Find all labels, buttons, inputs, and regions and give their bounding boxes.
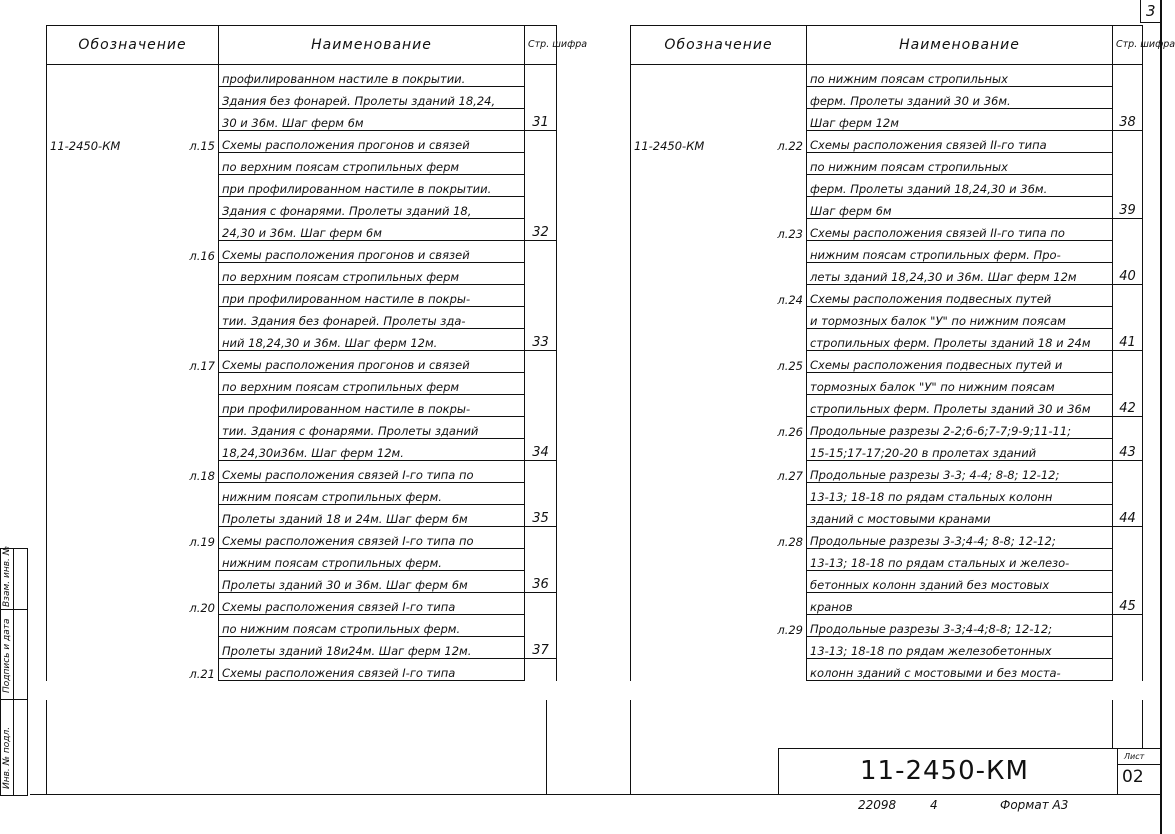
name-cell: колонн зданий с мостовыми и без моста- — [807, 659, 1113, 681]
left-row — [47, 483, 557, 505]
sheet-number: л.28 — [777, 534, 803, 549]
left-row — [47, 505, 557, 527]
side-sign-date: Подпись и дата — [2, 618, 12, 693]
side-inv-orig: Инв. № подл. — [2, 726, 12, 789]
designation-cell — [47, 659, 219, 681]
page-cell — [525, 549, 557, 571]
name-cell: Пролеты зданий 30 и 36м. Шаг ферм 6м — [219, 571, 525, 593]
page-cell: 33 — [525, 329, 557, 351]
designation-cell — [47, 197, 219, 219]
name-cell: Схемы расположения связей I-го типа по — [219, 461, 525, 483]
page-cell: 39 — [1113, 197, 1143, 219]
name-cell: нижним поясам стропильных ферм. Про- — [807, 241, 1113, 263]
page-cell — [1113, 637, 1143, 659]
page-cell — [525, 593, 557, 615]
designation-cell — [631, 593, 807, 615]
right-row — [631, 153, 1143, 175]
name-cell: Пролеты зданий 18 и 24м. Шаг ферм 6м — [219, 505, 525, 527]
stamp-sheet-divider — [1117, 764, 1160, 765]
page-cell: 31 — [525, 109, 557, 131]
designation-cell — [47, 175, 219, 197]
left-row — [47, 241, 557, 263]
designation-cell — [631, 131, 807, 153]
page-cell — [525, 87, 557, 109]
designation-cell — [47, 549, 219, 571]
left-row — [47, 263, 557, 285]
name-cell: Схемы расположения связей I-го типа по — [219, 527, 525, 549]
designation-cell — [631, 65, 807, 87]
name-cell: по нижним поясам стропильных ферм. — [219, 615, 525, 637]
page-cell — [525, 395, 557, 417]
page-cell — [1113, 659, 1143, 681]
name-cell: по верхним поясам стропильных ферм — [219, 263, 525, 285]
name-cell: Схемы расположения связей II-го типа по — [807, 219, 1113, 241]
page-cell: 40 — [1113, 263, 1143, 285]
sheet-number: л.16 — [189, 248, 215, 263]
page-cell: 43 — [1113, 439, 1143, 461]
designation-cell — [47, 87, 219, 109]
right-header-page: Стр. шифра — [1113, 26, 1143, 65]
name-cell: 24,30 и 36м. Шаг ферм 6м — [219, 219, 525, 241]
name-cell: тии. Здания с фонарями. Пролеты зданий — [219, 417, 525, 439]
right-row — [631, 87, 1143, 109]
page-cell: 42 — [1113, 395, 1143, 417]
side-divider-3 — [13, 699, 14, 795]
right-register-table — [630, 25, 1175, 681]
page-cell — [1113, 219, 1143, 241]
name-cell: Схемы расположения связей I-го типа — [219, 593, 525, 615]
name-cell: Схемы расположения связей I-го типа — [219, 659, 525, 681]
right-row — [631, 175, 1143, 197]
right-row — [631, 615, 1143, 637]
right-row — [631, 395, 1143, 417]
left-row — [47, 461, 557, 483]
name-cell: 18,24,30и36м. Шаг ферм 12м. — [219, 439, 525, 461]
name-cell: стропильных ферм. Пролеты зданий 30 и 36м — [807, 395, 1113, 417]
left-row — [47, 153, 557, 175]
name-cell: Схемы расположения прогонов и связей — [219, 131, 525, 153]
page-cell: 38 — [1113, 109, 1143, 131]
page-cell — [1113, 527, 1143, 549]
right-row — [631, 373, 1143, 395]
page-cell — [525, 263, 557, 285]
designation-cell — [631, 285, 807, 307]
page-cell — [1113, 175, 1143, 197]
name-cell: Пролеты зданий 18и24м. Шаг ферм 12м. — [219, 637, 525, 659]
page-cell — [525, 285, 557, 307]
name-cell: Продольные разрезы 3-3; 4-4; 8-8; 12-12; — [807, 461, 1113, 483]
name-cell: ферм. Пролеты зданий 18,24,30 и 36м. — [807, 175, 1113, 197]
right-row — [631, 197, 1143, 219]
designation-cell — [631, 571, 807, 593]
side-stamp — [0, 545, 28, 796]
left-row — [47, 329, 557, 351]
page-cell — [525, 527, 557, 549]
right-row — [631, 65, 1143, 87]
side-divider-4 — [13, 549, 14, 699]
designation-cell — [631, 395, 807, 417]
page-cell — [1113, 417, 1143, 439]
name-cell: Схемы расположения подвесных путей и — [807, 351, 1113, 373]
right-row — [631, 527, 1143, 549]
left-row — [47, 109, 557, 131]
page-cell: 36 — [525, 571, 557, 593]
designation-code: 11-2450-КМ — [50, 138, 121, 153]
designation-cell — [631, 615, 807, 637]
designation-cell — [631, 659, 807, 681]
name-cell: Схемы расположения прогонов и связей — [219, 351, 525, 373]
left-row — [47, 417, 557, 439]
sheet-number: л.15 — [189, 138, 215, 153]
designation-cell — [47, 329, 219, 351]
page-cell — [525, 65, 557, 87]
side-divider-1 — [1, 609, 27, 610]
designation-cell — [631, 373, 807, 395]
designation-cell — [631, 109, 807, 131]
designation-cell — [631, 307, 807, 329]
left-row — [47, 659, 557, 681]
right-row — [631, 593, 1143, 615]
name-cell: при профилированном настиле в покрытии. — [219, 175, 525, 197]
designation-cell — [47, 307, 219, 329]
name-cell: и тормозных балок "У" по нижним поясам — [807, 307, 1113, 329]
left-register-table — [46, 25, 588, 681]
left-row — [47, 395, 557, 417]
name-cell: бетонных колонн зданий без мостовых — [807, 571, 1113, 593]
designation-cell — [47, 439, 219, 461]
side-replace-inv: Взам. инв. № — [2, 545, 12, 607]
corner-number: 3 — [1146, 2, 1156, 20]
designation-cell — [47, 241, 219, 263]
page-cell — [525, 615, 557, 637]
page-cell — [1113, 615, 1143, 637]
name-cell: Схемы расположения связей II-го типа — [807, 131, 1113, 153]
designation-cell — [47, 505, 219, 527]
designation-cell — [47, 527, 219, 549]
right-row — [631, 109, 1143, 131]
sheet-number: л.17 — [189, 358, 215, 373]
page-cell: 37 — [525, 637, 557, 659]
designation-cell — [631, 351, 807, 373]
designation-cell — [47, 219, 219, 241]
left-header-row — [47, 26, 557, 65]
designation-cell — [47, 417, 219, 439]
left-row — [47, 175, 557, 197]
page-cell — [525, 175, 557, 197]
frame-right-line — [1160, 0, 1162, 834]
right-row — [631, 637, 1143, 659]
left-row — [47, 307, 557, 329]
name-cell: нижним поясам стропильных ферм. — [219, 483, 525, 505]
left-row — [47, 219, 557, 241]
side-divider-2 — [1, 699, 27, 700]
designation-cell — [631, 175, 807, 197]
left-header-page: Стр. шифра — [525, 26, 557, 65]
left-col-line-1 — [46, 700, 47, 795]
name-cell: зданий с мостовыми кранами — [807, 505, 1113, 527]
right-row — [631, 571, 1143, 593]
stamp-sheet-label: Лист — [1124, 752, 1145, 761]
name-cell: Продольные разрезы 3-3;4-4;8-8; 12-12; — [807, 615, 1113, 637]
sheet-number: л.23 — [777, 226, 803, 241]
page-cell — [525, 659, 557, 681]
designation-cell — [631, 439, 807, 461]
right-col-line-3 — [1142, 700, 1143, 748]
right-row — [631, 285, 1143, 307]
designation-cell — [47, 109, 219, 131]
name-cell: Продольные разрезы 2-2;6-6;7-7;9-9;11-11; — [807, 417, 1113, 439]
designation-cell — [631, 527, 807, 549]
designation-cell — [47, 637, 219, 659]
name-cell: тормозных балок "У" по нижним поясам — [807, 373, 1113, 395]
designation-cell — [631, 505, 807, 527]
right-row — [631, 505, 1143, 527]
page-cell — [525, 461, 557, 483]
page-cell: 35 — [525, 505, 557, 527]
sheet-number: л.18 — [189, 468, 215, 483]
designation-cell — [47, 615, 219, 637]
left-header-name: Наименование — [219, 26, 525, 65]
name-cell: леты зданий 18,24,30 и 36м. Шаг ферм 12м — [807, 263, 1113, 285]
right-row — [631, 351, 1143, 373]
page-cell: 34 — [525, 439, 557, 461]
page-cell — [1113, 87, 1143, 109]
designation-cell — [631, 87, 807, 109]
stamp-extra: 4 — [930, 798, 938, 812]
stamp-sheet-number: 02 — [1122, 767, 1144, 787]
left-row — [47, 65, 557, 87]
left-row — [47, 593, 557, 615]
stamp-format: Формат А3 — [1000, 798, 1069, 812]
stamp-inventory: 22098 — [858, 798, 897, 812]
name-cell: стропильных ферм. Пролеты зданий 18 и 24м — [807, 329, 1113, 351]
page-cell — [525, 307, 557, 329]
designation-code: 11-2450-КМ — [634, 138, 705, 153]
designation-cell — [47, 65, 219, 87]
page-cell — [1113, 351, 1143, 373]
page-cell — [1113, 153, 1143, 175]
designation-cell — [631, 483, 807, 505]
page-cell — [525, 197, 557, 219]
page-cell — [525, 417, 557, 439]
right-header-designation: Обозначение — [631, 26, 807, 65]
name-cell: 13-13; 18-18 по рядам стальных колонн — [807, 483, 1113, 505]
name-cell: Шаг ферм 6м — [807, 197, 1113, 219]
stamp-sheet-cell — [1117, 748, 1118, 794]
designation-cell — [47, 461, 219, 483]
right-header-name: Наименование — [807, 26, 1113, 65]
designation-cell — [47, 571, 219, 593]
left-row — [47, 131, 557, 153]
page-cell — [1113, 65, 1143, 87]
sheet-number: л.19 — [189, 534, 215, 549]
stamp-doc-code: 11-2450-КМ — [860, 756, 1029, 786]
name-cell: ний 18,24,30 и 36м. Шаг ферм 12м. — [219, 329, 525, 351]
sheet-number: л.29 — [777, 622, 803, 637]
name-cell: при профилированном настиле в покры- — [219, 395, 525, 417]
left-row — [47, 439, 557, 461]
left-row — [47, 285, 557, 307]
right-col-line-1 — [630, 700, 631, 795]
name-cell: по верхним поясам стропильных ферм — [219, 153, 525, 175]
designation-cell — [631, 329, 807, 351]
designation-cell — [631, 219, 807, 241]
page-cell — [525, 351, 557, 373]
left-col-line-2 — [546, 700, 547, 795]
page-cell — [1113, 483, 1143, 505]
page-cell — [525, 131, 557, 153]
page-cell: 32 — [525, 219, 557, 241]
name-cell: Шаг ферм 12м — [807, 109, 1113, 131]
designation-cell — [47, 351, 219, 373]
sheet-number: л.22 — [777, 138, 803, 153]
name-cell: тии. Здания без фонарей. Пролеты зда- — [219, 307, 525, 329]
designation-cell — [47, 131, 219, 153]
designation-cell — [631, 417, 807, 439]
sheet-number: л.27 — [777, 468, 803, 483]
right-row — [631, 263, 1143, 285]
designation-cell — [47, 153, 219, 175]
sheet-number: л.26 — [777, 424, 803, 439]
name-cell: 13-13; 18-18 по рядам железобетонных — [807, 637, 1113, 659]
right-row — [631, 417, 1143, 439]
name-cell: 13-13; 18-18 по рядам стальных и железо- — [807, 549, 1113, 571]
designation-cell — [47, 593, 219, 615]
name-cell: по нижним поясам стропильных — [807, 153, 1113, 175]
designation-cell — [631, 549, 807, 571]
name-cell: при профилированном настиле в покры- — [219, 285, 525, 307]
right-row — [631, 219, 1143, 241]
right-row — [631, 483, 1143, 505]
name-cell: по верхним поясам стропильных ферм — [219, 373, 525, 395]
left-row — [47, 571, 557, 593]
page-cell — [525, 241, 557, 263]
designation-cell — [631, 153, 807, 175]
page-cell — [1113, 307, 1143, 329]
page-cell — [1113, 241, 1143, 263]
designation-cell — [47, 263, 219, 285]
right-col-line-2 — [1112, 700, 1113, 748]
name-cell: 30 и 36м. Шаг ферм 6м — [219, 109, 525, 131]
right-header-row — [631, 26, 1143, 65]
page-cell — [525, 153, 557, 175]
name-cell: нижним поясам стропильных ферм. — [219, 549, 525, 571]
name-cell: кранов — [807, 593, 1113, 615]
left-row — [47, 373, 557, 395]
sheet-number: л.20 — [189, 600, 215, 615]
left-row — [47, 527, 557, 549]
designation-cell — [47, 483, 219, 505]
page-cell — [1113, 549, 1143, 571]
sheet-number: л.24 — [777, 292, 803, 307]
left-header-designation: Обозначение — [47, 26, 219, 65]
page-cell — [525, 373, 557, 395]
designation-cell — [631, 637, 807, 659]
page-cell: 41 — [1113, 329, 1143, 351]
right-row — [631, 131, 1143, 153]
page-cell — [1113, 571, 1143, 593]
page-cell: 44 — [1113, 505, 1143, 527]
name-cell: 15-15;17-17;20-20 в пролетах зданий — [807, 439, 1113, 461]
page-cell — [1113, 285, 1143, 307]
designation-cell — [631, 197, 807, 219]
designation-cell — [47, 395, 219, 417]
designation-cell — [47, 285, 219, 307]
right-row — [631, 329, 1143, 351]
left-row — [47, 615, 557, 637]
name-cell: Продольные разрезы 3-3;4-4; 8-8; 12-12; — [807, 527, 1113, 549]
designation-cell — [631, 263, 807, 285]
sheet-number: л.21 — [189, 666, 215, 681]
designation-cell — [631, 241, 807, 263]
name-cell: ферм. Пролеты зданий 30 и 36м. — [807, 87, 1113, 109]
page-cell — [525, 483, 557, 505]
page-cell — [1113, 373, 1143, 395]
name-cell: профилированном настиле в покрытии. — [219, 65, 525, 87]
name-cell: Схемы расположения подвесных путей — [807, 285, 1113, 307]
left-row — [47, 637, 557, 659]
right-row — [631, 659, 1143, 681]
designation-cell — [631, 461, 807, 483]
name-cell: Схемы расположения прогонов и связей — [219, 241, 525, 263]
right-row — [631, 241, 1143, 263]
right-row — [631, 461, 1143, 483]
name-cell: по нижним поясам стропильных — [807, 65, 1113, 87]
name-cell: Здания с фонарями. Пролеты зданий 18, — [219, 197, 525, 219]
name-cell: Здания без фонарей. Пролеты зданий 18,24, — [219, 87, 525, 109]
page-cell — [1113, 461, 1143, 483]
sheet-number: л.25 — [777, 358, 803, 373]
page-cell: 45 — [1113, 593, 1143, 615]
left-row — [47, 351, 557, 373]
designation-cell — [47, 373, 219, 395]
page-cell — [1113, 131, 1143, 153]
right-row — [631, 549, 1143, 571]
left-row — [47, 87, 557, 109]
left-row — [47, 549, 557, 571]
left-row — [47, 197, 557, 219]
right-row — [631, 439, 1143, 461]
right-row — [631, 307, 1143, 329]
